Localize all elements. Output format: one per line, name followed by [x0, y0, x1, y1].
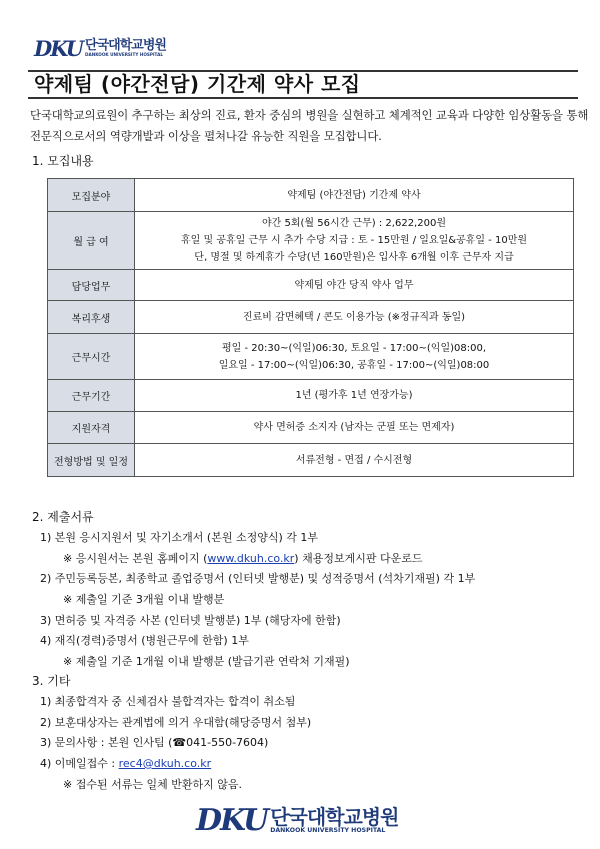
table-row — [48, 412, 574, 444]
email-link[interactable]: rec4@dkuh.co.kr — [118, 757, 212, 770]
list-note: ※ 응시원서는 본원 홈페이지 (www.dkuh.co.kr) 채용정보게시판 다운로드 — [63, 552, 423, 565]
row-label: 지원자격 — [48, 412, 135, 444]
row-value — [135, 270, 574, 301]
row-value-line: 평일 - 20:30~(익일)06:30, 토요일 - 17:00~(익일)08:00, — [221, 342, 487, 354]
list-item: 1) 최종합격자 중 신체검사 불합격자는 합격이 취소됨 — [40, 695, 296, 708]
list-item: 4) 이메일접수 : rec4@dkuh.co.kr — [40, 757, 212, 770]
row-value — [135, 212, 574, 270]
section-1-heading: 1. 모집내용 — [32, 154, 94, 168]
table-row — [48, 301, 574, 334]
list-item: 4) 재직(경력)증명서 (병원근무에 한함) 1부 — [40, 634, 249, 647]
homepage-link[interactable]: www.dkuh.co.kr — [207, 552, 295, 565]
logo-mark: DKU — [196, 803, 268, 838]
row-label: 복리후생 — [48, 301, 135, 334]
table-row — [48, 212, 574, 270]
table-row — [48, 179, 574, 212]
row-value-line: 약제팀 야간 당직 약사 업무 — [294, 279, 414, 291]
table-row — [48, 270, 574, 301]
row-value-line: 서류전형 - 면접 / 수시전형 — [295, 454, 413, 466]
logo-english: DANKOOK UNIVERSITY HOSPITAL — [270, 826, 386, 834]
list-item: 2) 주민등록등본, 최종학교 졸업증명서 (인터넷 발행분) 및 성적증명서 (석차기재필) 각 1부 — [40, 572, 476, 585]
section-3-heading: 3. 기타 — [32, 674, 71, 688]
row-value-line: 약사 면허증 소지자 (남자는 군필 또는 면제자) — [253, 422, 455, 433]
list-item: 1) 본원 응시지원서 및 자기소개서 (본원 소정양식) 각 1부 — [40, 531, 318, 544]
list-item: 3) 문의사항 : 본원 인사팀 (☎041-550-7604) — [40, 736, 269, 749]
list-note: ※ 제출일 기준 1개월 이내 발행분 (발급기관 연락처 기재필) — [63, 655, 350, 668]
list-note: ※ 접수된 서류는 일체 반환하지 않음. — [63, 778, 242, 791]
logo-mark: DKU — [34, 36, 83, 61]
row-value-line: 휴일 및 공휴일 근무 시 추가 수당 지급 : 토 - 15만원 / 일요일&공휴일 - 10만원 — [180, 235, 528, 246]
row-value-line: 일요일 - 17:00~(익일)06:30, 공휴일 - 17:00~(익일)08:00 — [218, 359, 490, 371]
logo-english: DANKOOK UNIVERSITY HOSPITAL — [85, 52, 163, 58]
row-label: 담당업무 — [48, 270, 135, 301]
row-value — [135, 334, 574, 380]
table-row — [48, 380, 574, 412]
row-value-line: 야간 5회(월 56시간 근무) : 2,622,200원 — [262, 218, 446, 229]
table-row — [48, 444, 574, 477]
row-label: 근무기간 — [48, 380, 135, 412]
row-value-line: 약제팀 (야간전담) 기간제 약사 — [287, 189, 421, 201]
header-logo — [34, 36, 166, 61]
recruitment-table — [47, 178, 574, 477]
title-bar — [28, 70, 578, 99]
list-item: 3) 면허증 및 자격증 사본 (인터넷 발행분) 1부 (해당자에 한함) — [40, 614, 341, 627]
logo-korean: 단국대학교병원 — [270, 804, 399, 829]
row-value — [135, 179, 574, 212]
row-value — [135, 444, 574, 477]
row-label: 모집분야 — [48, 179, 135, 212]
page-title: 약제팀 (야간전담) 기간제 약사 모집 — [34, 72, 361, 96]
row-value-line: 진료비 감면혜택 / 콘도 이용가능 (※정규직과 동일) — [242, 311, 466, 323]
list-item: 2) 보훈대상자는 관계법에 의거 우대함(해당증명서 첨부) — [40, 716, 312, 729]
section-2-heading: 2. 제출서류 — [32, 510, 94, 524]
list-note: ※ 제출일 기준 3개월 이내 발행분 — [63, 593, 225, 606]
row-label: 근무시간 — [48, 334, 135, 380]
row-label: 월 급 여 — [48, 212, 135, 270]
intro-text: 단국대학교의료원이 추구하는 최상의 진료, 환자 중심의 병원을 실현하고 체계적인 교육과 다양한 임상활동을 통해 전문직으로서의 역량개발과 이상을 펼쳐나갈 유능한 직원을 모집합니다. — [30, 108, 589, 143]
table-row — [48, 334, 574, 380]
row-value-line: 단, 명절 및 하계휴가 수당(년 160만원)은 입사후 6개월 이후 근무자 지급 — [194, 252, 514, 263]
row-value — [135, 301, 574, 334]
row-label: 전형방법 및 일정 — [48, 444, 135, 477]
logo-korean: 단국대학교병원 — [85, 38, 166, 54]
footer-logo — [196, 803, 398, 838]
row-value-line: 1년 (평가후 1년 연장가능) — [295, 390, 413, 401]
row-value — [135, 412, 574, 444]
row-value — [135, 380, 574, 412]
